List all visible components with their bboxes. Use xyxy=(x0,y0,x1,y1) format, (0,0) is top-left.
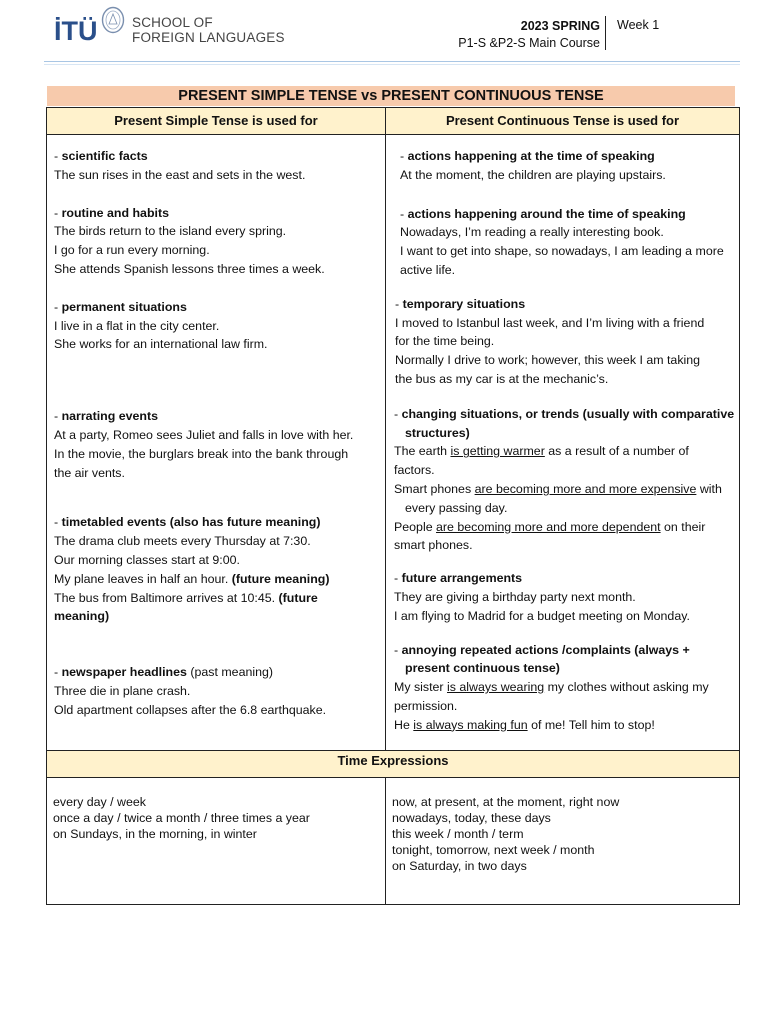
example-line: The sun rises in the east and sets in the west. xyxy=(54,167,306,182)
example-line: The drama club meets every Thursday at 7:30. xyxy=(54,534,311,549)
example-line: Our morning classes start at 9:00. xyxy=(54,552,240,567)
simple-time-expressions xyxy=(47,777,386,904)
section-heading: annoying repeated actions /complaints (always + xyxy=(401,642,690,657)
time-expression: on Saturday, in two days xyxy=(392,858,527,873)
simple-section-permanent: - permanent situations I live in a flat in the city center. She works for an international law firm. xyxy=(54,298,385,354)
section-heading: routine and habits xyxy=(61,205,169,220)
section-heading: newspaper headlines xyxy=(61,665,187,680)
section-heading: changing situations, or trends (usually with comparative xyxy=(401,406,735,421)
continuous-uses-cell xyxy=(386,135,740,751)
section-heading: permanent situations xyxy=(61,299,187,314)
simple-section-narrating: - narrating events At a party, Romeo sees Juliet and falls in love with her. In the movie, the burglars break into the bank through the air vents. xyxy=(54,407,385,482)
time-expression: now, at present, at the moment, right now xyxy=(392,794,620,809)
example-line: He is always making fun of me! Tell him to stop! xyxy=(394,717,655,732)
week-label: Week 1 xyxy=(617,18,660,32)
cont-section-around-time: - actions happening around the time of speaking Nowadays, I’m reading a really interesting book. I want to get into shape, so nowadays, I am leading a more active life. xyxy=(394,205,739,280)
simple-uses-cell xyxy=(47,135,386,751)
example-line: The earth is getting warmer as a result of a number of xyxy=(394,444,689,459)
section-heading: actions happening at the time of speaking xyxy=(407,149,655,163)
example-line: factors. xyxy=(394,463,435,478)
cont-section-temporary: - temporary situations I moved to Istanbul last week, and I’m living with a friend for the time being. Normally I drive to work; however, this week I am taking the bus as my car is at the mechanic’s. xyxy=(394,295,739,389)
example-line: the bus as my car is at the mechanic’s. xyxy=(395,371,609,386)
example-line: active life. xyxy=(400,262,456,277)
section-heading: future arrangements xyxy=(401,571,523,586)
example-line: I want to get into shape, so nowadays, I am leading a more xyxy=(400,244,724,259)
example-line: I live in a flat in the city center. xyxy=(54,318,220,333)
example-line: The birds return to the island every spring. xyxy=(54,224,287,239)
time-expression: on Sundays, in the morning, in winter xyxy=(53,826,257,841)
simple-section-routine: - routine and habits The birds return to the island every spring. I go for a run every morning. She attends Spanish lessons three times a week. xyxy=(54,204,385,279)
course-label: P1-S &P2-S Main Course xyxy=(458,36,600,50)
tense-comparison-table xyxy=(46,107,740,905)
example-line: At the moment, the children are playing upstairs. xyxy=(400,167,666,182)
time-expressions-header: Time Expressions xyxy=(47,750,740,777)
section-heading: actions happening around the time of speaking xyxy=(407,206,686,221)
itu-logo: İTÜ xyxy=(54,16,98,46)
example-line: the air vents. xyxy=(54,465,125,480)
column-header-continuous: Present Continuous Tense is used for xyxy=(386,108,740,135)
simple-section-headlines: - newspaper headlines (past meaning) Three die in plane crash. Old apartment collapses after the 6.8 earthquake. xyxy=(54,663,385,719)
cont-section-time-of-speaking: - actions happening at the time of speaking At the moment, the children are playing upstairs. xyxy=(394,147,739,185)
time-expression: once a day / twice a month / three times a year xyxy=(53,810,310,825)
example-line: meaning) xyxy=(54,609,110,624)
school-name xyxy=(132,15,285,45)
section-heading: temporary situations xyxy=(402,296,526,311)
example-line: They are giving a birthday party next month. xyxy=(394,589,636,604)
column-header-simple: Present Simple Tense is used for xyxy=(47,108,386,135)
example-line: Three die in plane crash. xyxy=(54,683,191,698)
header-divider xyxy=(605,16,606,50)
example-line: At a party, Romeo sees Juliet and falls in love with her. xyxy=(54,427,354,442)
school-line-1: SCHOOL OF xyxy=(132,15,213,30)
page-title: PRESENT SIMPLE TENSE vs PRESENT CONTINUOUS TENSE xyxy=(47,86,735,106)
cont-section-annoying-actions: - annoying repeated actions /complaints (always + present continuous tense) My sister is always wearing my clothes without asking my permission. He is always making fun of me! Tell him to stop! xyxy=(394,641,739,735)
header-rule xyxy=(44,61,740,62)
example-line: The bus from Baltimore arrives at 10:45. (future xyxy=(54,590,318,605)
example-line: Normally I drive to work; however, this week I am taking xyxy=(395,353,701,368)
example-line: She attends Spanish lessons three times a week. xyxy=(54,261,325,276)
term-label: 2023 SPRING xyxy=(520,19,600,33)
example-line: I go for a run every morning. xyxy=(54,243,210,258)
example-line: Old apartment collapses after the 6.8 earthquake. xyxy=(54,702,327,717)
simple-section-scientific-facts: - scientific facts The sun rises in the east and sets in the west. xyxy=(54,147,385,185)
example-line: My plane leaves in half an hour. (future meaning) xyxy=(54,571,330,586)
example-line: I am flying to Madrid for a budget meeting on Monday. xyxy=(394,608,690,623)
example-line: smart phones. xyxy=(394,538,473,553)
example-line: In the movie, the burglars break into the bank through xyxy=(54,446,349,461)
example-line: People are becoming more and more dependent on their xyxy=(394,519,706,534)
example-line: I moved to Istanbul last week, and I’m living with a friend xyxy=(395,315,705,330)
section-heading-note: (past meaning) xyxy=(186,665,274,680)
example-line: My sister is always wearing my clothes without asking my xyxy=(394,680,709,695)
example-line: for the time being. xyxy=(395,334,495,349)
section-heading: timetabled events (also has future meaning) xyxy=(61,515,321,530)
header-rule-light xyxy=(44,64,740,65)
university-seal-icon xyxy=(101,6,125,36)
section-heading-cont: structures) xyxy=(405,425,470,440)
example-line: Smart phones are becoming more and more expensive with xyxy=(394,481,722,496)
cont-section-future-arrangements: - future arrangements They are giving a birthday party next month. I am flying to Madrid for a budget meeting on Monday. xyxy=(394,569,739,625)
section-heading: narrating events xyxy=(61,409,158,424)
time-expression: tonight, tomorrow, next week / month xyxy=(392,842,595,857)
cont-section-changing: - changing situations, or trends (usually with comparative structures) The earth is getting warmer as a result of a number of factors. Smart phones are becoming more and more expensive with every passing day. People are becoming more and more dependent on their smart phones. xyxy=(394,405,739,555)
example-line: every passing day. xyxy=(405,500,508,515)
example-line: permission. xyxy=(394,698,458,713)
continuous-time-expressions xyxy=(386,777,740,904)
example-line: Nowadays, I’m reading a really interesting book. xyxy=(400,225,664,240)
time-expression: this week / month / term xyxy=(392,826,524,841)
time-expression: nowadays, today, these days xyxy=(392,810,551,825)
time-expression: every day / week xyxy=(53,794,146,809)
school-line-2: FOREIGN LANGUAGES xyxy=(132,30,285,45)
course-info xyxy=(458,18,600,52)
example-line: She works for an international law firm. xyxy=(54,337,268,352)
section-heading-cont: present continuous tense) xyxy=(405,661,560,676)
simple-section-timetabled: - timetabled events (also has future meaning) The drama club meets every Thursday at 7:30. Our morning classes start at 9:00. My plane leaves in half an hour. (future meaning) The bus from Baltimore arrives at 10:45. (future meaning) xyxy=(54,513,385,626)
page-header xyxy=(0,0,768,70)
section-heading: scientific facts xyxy=(61,149,148,163)
